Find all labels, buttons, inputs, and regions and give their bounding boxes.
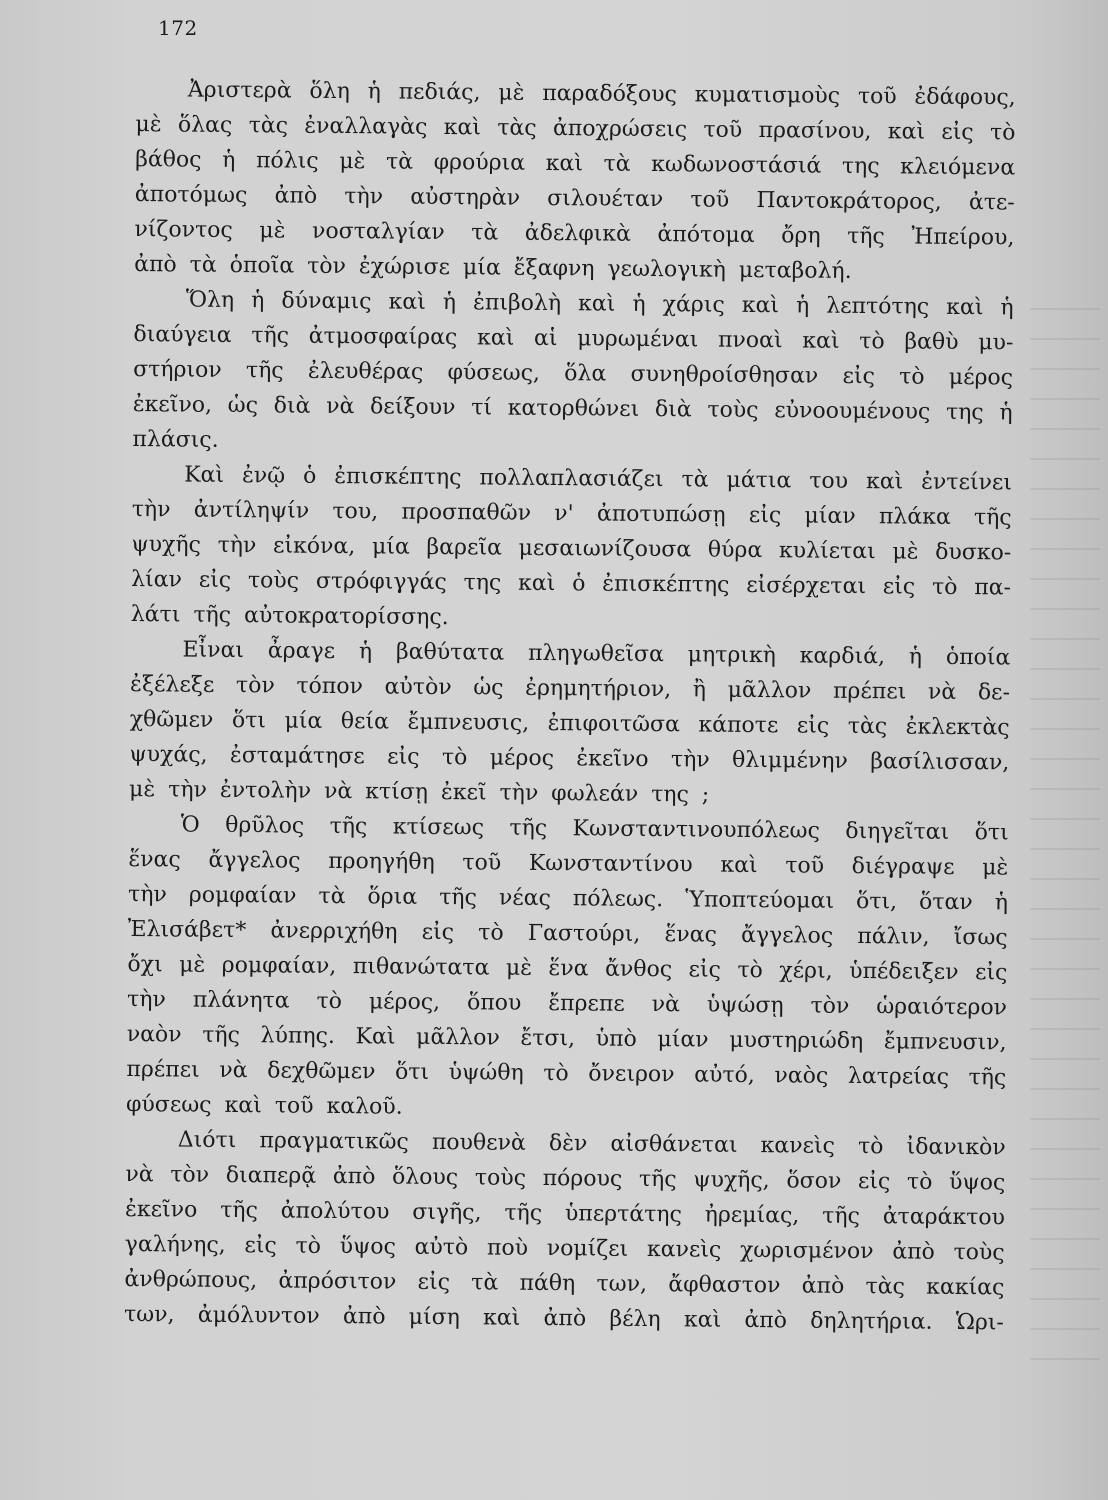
text-line: νὰ τὸν διαπερᾷ ἀπὸ ὅλους τοὺς πόρους τῆς ψυχῆς, ὅσον εἰς τὸ ὕψος <box>125 1161 1006 1196</box>
text-line: τὴν ἀντίληψίν του, προσπαθῶν ν' ἀποτυπώσῃ εἰς μίαν πλάκα τῆς <box>131 497 1012 531</box>
text-line: ἀπὸ τὰ ὁποῖα τὸν ἐχώρισε μία ἔξαφνη γεωλογικὴ μεταβολή. <box>134 252 852 284</box>
text-line: ναὸν τῆς λύπης. Καὶ μᾶλλον ἔτσι, ὑπὸ μίαν μυστηριώδη ἔμπνευσιν, <box>126 1021 1007 1056</box>
text-line: ἐξέλεξε τὸν τόπον αὐτὸν ὡς ἐρημητήριον, ἢ μᾶλλον πρέπει νὰ δε- <box>130 672 1011 706</box>
text-line: ἕνας ἄγγελος προηγήθη τοῦ Κωνσταντίνου καὶ τοῦ διέγραψε μὲ <box>128 847 1009 881</box>
show-through-text <box>1030 280 1100 1380</box>
text-line: Ἐλισάβετ* ἀνερριχήθη εἰς τὸ Γαστούρι, ἕνας ἄγγελος πάλιν, ἴσως <box>127 916 1008 951</box>
text-line: λάτι τῆς αὐτοκρατορίσσης. <box>130 602 449 631</box>
text-line: ἀποτόμως ἀπὸ τὴν αὐστηρὰν σιλουέταν τοῦ Παντοκράτορος, ἀτε- <box>134 182 1015 216</box>
text-line: μὲ ὅλας τὰς ἐναλλαγὰς καὶ τὰς ἀποχρώσεις τοῦ πρασίνου, καὶ εἰς τὸ <box>135 112 1016 146</box>
page-number: 172 <box>158 16 198 40</box>
text-line: Εἶναι ἆραγε ἡ βαθύτατα πληγωθεῖσα μητρικὴ καρδιά, ἡ ὁποία <box>182 637 1011 671</box>
text-line: μὲ τὴν ἐντολὴν νὰ κτίσῃ ἐκεῖ τὴν φωλεάν της ; <box>128 777 710 808</box>
text-line: Ὅλη ἡ δύναμις καὶ ἡ ἐπιβολὴ καὶ ἡ χάρις καὶ ἡ λεπτότης καὶ ἡ <box>185 287 1014 321</box>
text-line: γαλήνης, εἰς τὸ ὕψος αὐτὸ ποὺ νομίζει κανεὶς χωρισμένον ἀπὸ τοὺς <box>124 1231 1005 1266</box>
text-line: πρέπει νὰ δεχθῶμεν ὅτι ὑψώθη τὸ ὄνειρον αὐτό, ναὸς λατρείας τῆς <box>126 1056 1007 1091</box>
text-line: βάθος ἡ πόλις μὲ τὰ φρούρια καὶ τὰ κωδωνοστάσιά της κλειόμενα <box>135 147 1016 181</box>
text-line: ἐκεῖνο, ὡς διὰ νὰ δείξουν τί κατορθώνει διὰ τοὺς εὐνοουμένους της ἡ <box>132 392 1013 426</box>
text-line: ψυχῆς τὴν εἰκόνα, μία βαρεῖα μεσαιωνίζουσα θύρα κυλίεται μὲ δυσκο- <box>131 532 1012 566</box>
text-body <box>120 72 1020 1340</box>
text-line: τὴν πλάνητα τὸ μέρος, ὅπου ἔπρεπε νὰ ὑψώσῃ τὸν ὡραιότερον <box>126 986 1008 1021</box>
text-line: λίαν εἰς τοὺς στρόφιγγάς της καὶ ὁ ἐπισκέπτης εἰσέρχεται εἰς τὸ πα- <box>131 567 1012 601</box>
text-line: ἐκεῖνο τῆς ἀπολύτου σιγῆς, τῆς ὑπερτάτης ἠρεμίας, τῆς ἀταράκτου <box>124 1196 1006 1231</box>
text-line: στήριον τῆς ἐλευθέρας φύσεως, ὅλα συνηθροίσθησαν εἰς τὸ μέρος <box>133 357 1014 391</box>
text-line: Ὁ θρῦλος τῆς κτίσεως τῆς Κωνσταντινουπόλεως διηγεῖται ὅτι <box>180 812 1009 846</box>
text-line: ἀνθρώπους, ἀπρόσιτον εἰς τὰ πάθη των, ἄφθαστον ἀπὸ τὰς κακίας <box>124 1266 1005 1301</box>
text-line: νίζοντος μὲ νοσταλγίαν τὰ ἀδελφικὰ ἀπότομα ὄρη τῆς Ἠπείρου, <box>134 217 1015 251</box>
text-line: Καὶ ἐνῷ ὁ ἐπισκέπτης πολλαπλασιάζει τὰ μάτια του καὶ ἐντείνει <box>184 462 1013 496</box>
text-line: χθῶμεν ὅτι μία θεία ἔμπνευσις, ἐπιφοιτῶσα κάποτε εἰς τὰς ἐκλεκτὰς <box>129 707 1010 741</box>
text-line: Ἀριστερὰ ὅλη ἡ πεδιάς, μὲ παραδόξους κυματισμοὺς τοῦ ἐδάφους, <box>187 77 1016 111</box>
text-line: ὄχι μὲ ρομφαίαν, πιθανώτατα μὲ ἕνα ἄνθος εἰς τὸ χέρι, ὑπέδειξεν εἰς <box>127 951 1008 986</box>
text-line: ψυχάς, ἐσταμάτησε εἰς τὸ μέρος ἐκεῖνο τὴν θλιμμένην βασίλισσαν, <box>129 742 1010 776</box>
text-line: φύσεως καὶ τοῦ καλοῦ. <box>125 1091 403 1120</box>
text-line: πλάσις. <box>132 427 219 453</box>
text-line: Διότι πραγματικῶς πουθενὰ δὲν αἰσθάνεται κανεὶς τὸ ἰδανικὸν <box>177 1127 1006 1161</box>
text-line: των, ἀμόλυντον ἀπὸ μίση καὶ ἀπὸ βέλη καὶ ἀπὸ δηλητήρια. Ὡρι- <box>123 1301 1005 1336</box>
text-line: τὴν ρομφαίαν τὰ ὅρια τῆς νέας πόλεως. Ὑποπτεύομαι ὅτι, ὅταν ἡ <box>127 882 1009 916</box>
text-line: διαύγεια τῆς ἀτμοσφαίρας καὶ αἱ μυρωμέναι πνοαὶ καὶ τὸ βαθὺ μυ- <box>133 322 1014 356</box>
